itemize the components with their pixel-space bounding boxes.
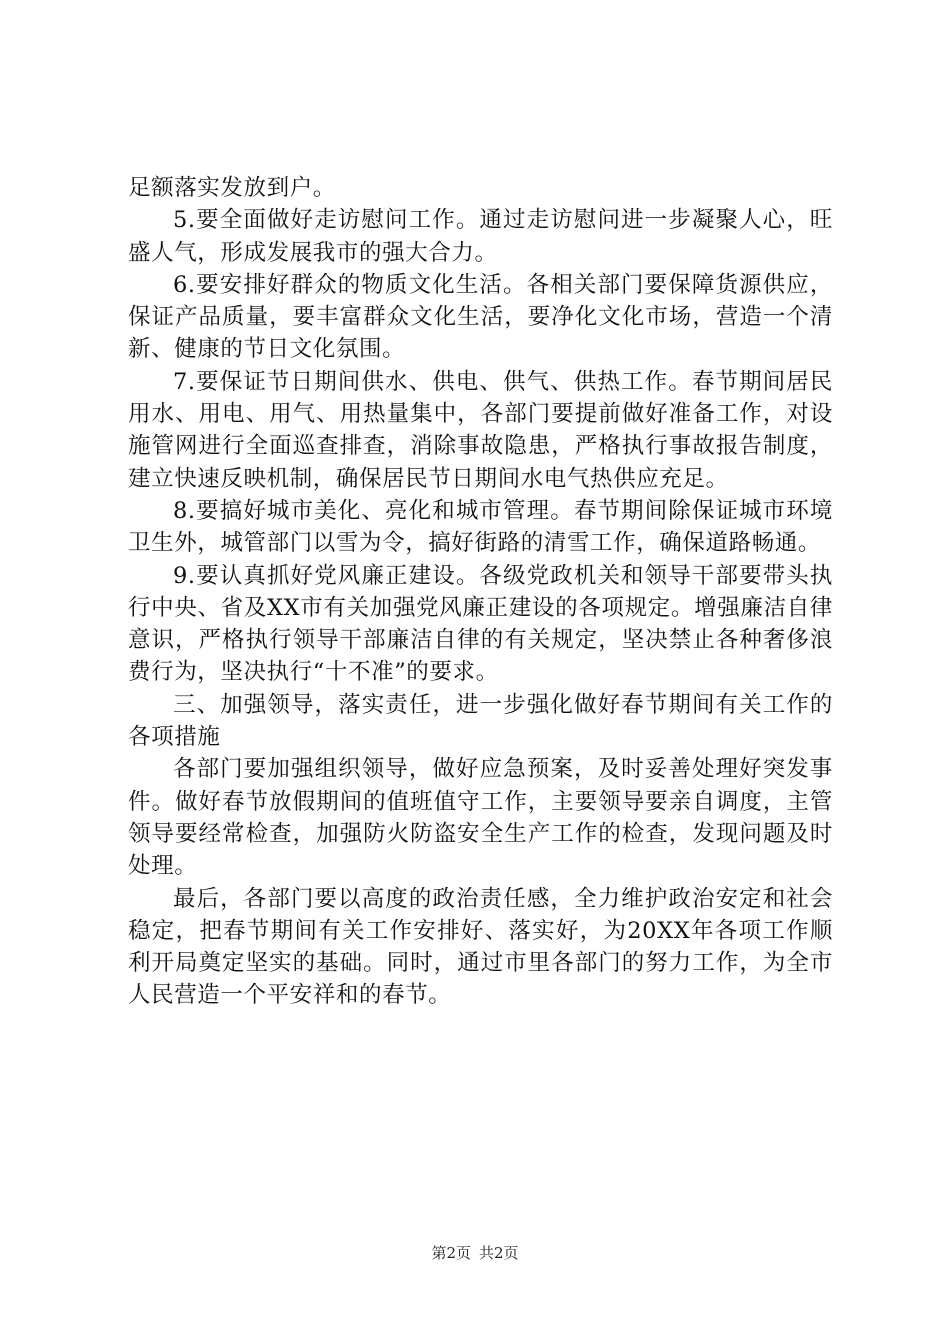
paragraph-4: 7.要保证节日期间供水、供电、供气、供热工作。春节期间居民用水、用电、用气、用热量集中，各部门要提前做好准备工作，对设施管网进行全面巡查排查，消除事故隐患，严格执行事故报告制度，建立快速反映机制，确保居民节日期间水电气热供应充足。 — [128, 368, 833, 492]
paragraph-5: 8.要搞好城市美化、亮化和城市管理。春节期间除保证城市环境卫生外，城管部门以雪为令，搞好街路的清雪工作，确保道路畅通。 — [128, 497, 833, 557]
paragraph-2: 5.要全面做好走访慰问工作。通过走访慰问进一步凝聚人心，旺盛人气，形成发展我市的强大合力。 — [128, 207, 833, 266]
paragraph-7: 各部门要加强组织领导，做好应急预案，及时妥善处理好突发事件。做好春节放假期间的值班值守工作，主要领导要亲自调度，主管领导要经常检查，加强防火防盗安全生产工作的检查，发现问题及时处理。 — [128, 756, 833, 880]
paragraph-6: 9.要认真抓好党风廉正建设。各级党政机关和领导干部要带头执行中央、省及XX市有关加强党风廉正建设的各项规定。增强廉洁自律意识，严格执行领导干部廉洁自律的有关规定，坚决禁止各种奢侈浪费行为，坚决执行“十不准”的要求。 — [128, 562, 833, 686]
section-heading-3: 三、加强领导，落实责任，进一步强化做好春节期间有关工作的各项措施 — [128, 691, 833, 751]
page-number: 第2页 — [431, 1244, 471, 1262]
page-total: 共2页 — [479, 1244, 519, 1262]
paragraph-3: 6.要安排好群众的物质文化生活。各相关部门要保障货源供应，保证产品质量，要丰富群众文化生活，要净化文化市场，营造一个清新、健康的节日文化氛围。 — [128, 271, 833, 363]
paragraph-8: 最后，各部门要以高度的政治责任感，全力维护政治安定和社会稳定，把春节期间有关工作安排好、落实好，为20XX年各项工作顺利开局奠定坚实的基础。同时，通过市里各部门的努力工作，为全市人民营造一个平安祥和的春节。 — [128, 885, 833, 1009]
page-footer — [0, 1243, 950, 1263]
document-body — [128, 172, 833, 1012]
paragraph-1: 足额落实发放到户。 — [128, 175, 336, 201]
